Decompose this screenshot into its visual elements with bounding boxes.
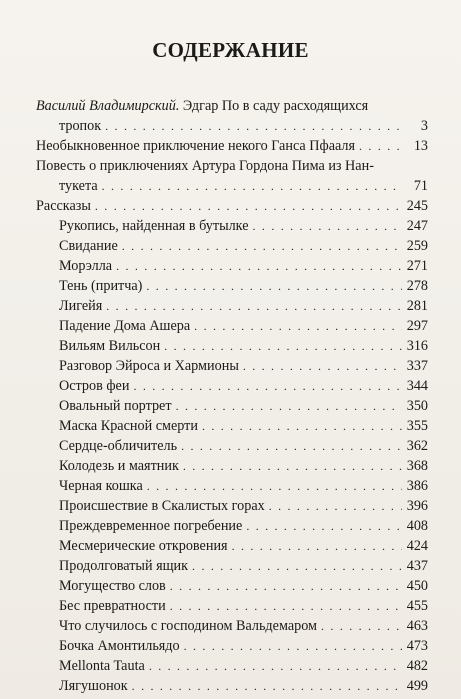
toc-entry-preface <box>36 96 428 136</box>
toc-entry-page: 473 <box>406 638 428 654</box>
toc-entry-page: 259 <box>406 238 428 254</box>
toc-entry-page: 499 <box>406 678 428 694</box>
toc-entry <box>36 456 428 476</box>
toc-entry-title: Маска Красной смерти <box>59 418 198 434</box>
toc-entry-title: Необыкновенное приключение некого Ганса Пфааля <box>36 138 356 154</box>
dot-leader <box>184 642 402 652</box>
toc-entry-page: 408 <box>406 518 428 534</box>
toc-entry-page: 271 <box>406 258 428 274</box>
dot-leader <box>149 662 402 672</box>
toc-entry-title: Рукопись, найденная в бутылке <box>59 218 249 234</box>
toc-entry-page: 13 <box>413 138 428 154</box>
toc-entry-title-line2-row <box>36 116 428 136</box>
toc-entry-title: Морэлла <box>59 258 113 274</box>
toc-entry-title: Mellonta Tauta <box>59 658 145 674</box>
dot-leader <box>192 562 402 572</box>
dot-leader <box>147 482 402 492</box>
toc-entry-title: Бес превратности <box>59 598 166 614</box>
dot-leader <box>170 582 402 592</box>
toc-entry-title: Падение Дома Ашера <box>59 318 191 334</box>
toc-entry <box>36 336 428 356</box>
toc-entry-title: Бочка Амонтильядо <box>59 638 180 654</box>
toc-entry-title: Остров феи <box>59 378 130 394</box>
toc-entry-author: Василий Владимирский. <box>36 98 180 114</box>
toc-entry-page: 297 <box>406 318 428 334</box>
dot-leader <box>202 422 402 432</box>
toc-entry-title: Колодезь и маятник <box>59 458 179 474</box>
toc-entry <box>36 636 428 656</box>
toc-entry-page: 437 <box>406 558 428 574</box>
dot-leader <box>170 602 402 612</box>
toc-entry-page: 455 <box>406 598 428 614</box>
toc-entry-title: Вильям Вильсон <box>59 338 161 354</box>
toc-entry <box>36 616 428 636</box>
toc-entry-page: 350 <box>406 398 428 414</box>
toc-entry-title: Сердце-обличитель <box>59 438 178 454</box>
dot-leader <box>253 222 402 232</box>
toc-entry-page: 463 <box>406 618 428 634</box>
dot-leader <box>102 182 402 192</box>
dot-leader <box>116 262 402 272</box>
dot-leader <box>194 322 402 332</box>
toc-entry-title: Могущество слов <box>59 578 166 594</box>
toc-entry-title: Тень (притча) <box>59 278 143 294</box>
toc-entry-page: 424 <box>406 538 428 554</box>
toc-entry-title: Рассказы <box>36 198 91 214</box>
toc-entry <box>36 256 428 276</box>
toc-entry-title: Месмерические откровения <box>59 538 228 554</box>
dot-leader <box>359 142 402 152</box>
toc-entry <box>36 296 428 316</box>
toc-entry <box>36 276 428 296</box>
toc-entry-page: 316 <box>406 338 428 354</box>
toc-entry-title: Свидание <box>59 238 118 254</box>
toc-entry-page: 344 <box>406 378 428 394</box>
toc-entry-section-stories <box>36 196 428 216</box>
toc-entry-title: Продолговатый ящик <box>59 558 189 574</box>
toc-entry-page: 247 <box>406 218 428 234</box>
toc-entry <box>36 656 428 676</box>
toc-entry-title-line1: Повесть о приключениях Артура Гордона Пима из Нан- <box>36 158 374 174</box>
dot-leader <box>183 462 402 472</box>
toc-entry-title-line2: тукета <box>59 178 98 194</box>
toc-entry-title: Овальный портрет <box>59 398 172 414</box>
toc-entry <box>36 416 428 436</box>
toc-entry-page: 386 <box>406 478 428 494</box>
dot-leader <box>95 202 402 212</box>
dot-leader <box>246 522 402 532</box>
dot-leader <box>132 682 402 692</box>
toc-entry-title: Разговор Эйроса и Хармионы <box>59 358 239 374</box>
stories-list <box>36 216 428 696</box>
toc-entry-page: 482 <box>406 658 428 674</box>
dot-leader <box>164 342 402 352</box>
toc-entry-page: 281 <box>406 298 428 314</box>
toc-entry <box>36 596 428 616</box>
dot-leader <box>122 242 402 252</box>
toc-entry <box>36 396 428 416</box>
toc-entry <box>36 436 428 456</box>
toc-entry <box>36 356 428 376</box>
toc-entry-title: Что случилось с господином Вальдемаром <box>59 618 318 634</box>
dot-leader <box>232 542 402 552</box>
toc-entry-page: 396 <box>406 498 428 514</box>
toc-entry <box>36 536 428 556</box>
toc-entry <box>36 476 428 496</box>
toc-entry <box>36 376 428 396</box>
toc-entry <box>36 136 428 156</box>
toc-entry-title: Лигейя <box>59 298 103 314</box>
toc-entry <box>36 316 428 336</box>
toc-entry-page: 337 <box>406 358 428 374</box>
toc-entry-page: 355 <box>406 418 428 434</box>
dot-leader <box>243 362 402 372</box>
toc-entry-page: 278 <box>406 278 428 294</box>
toc-entry-page: 368 <box>406 458 428 474</box>
toc-entry-title: Происшествие в Скалистых горах <box>59 498 265 514</box>
page-title: СОДЕРЖАНИЕ <box>152 38 309 62</box>
dot-leader <box>176 402 402 412</box>
dot-leader <box>269 502 402 512</box>
toc-entry-page: 71 <box>413 178 428 194</box>
toc-entry-title: Лягушонок <box>59 678 128 694</box>
table-of-contents <box>36 96 428 696</box>
dot-leader <box>321 622 402 632</box>
toc-entry <box>36 516 428 536</box>
toc-entry-title-line2-row <box>36 176 428 196</box>
toc-entry-page: 3 <box>420 118 428 134</box>
dot-leader <box>146 282 402 292</box>
toc-entry-page: 245 <box>406 198 428 214</box>
toc-entry <box>36 236 428 256</box>
dot-leader <box>105 122 402 132</box>
toc-entry-page: 450 <box>406 578 428 594</box>
toc-entry <box>36 556 428 576</box>
toc-entry <box>36 216 428 236</box>
toc-entry <box>36 676 428 696</box>
dot-leader <box>133 382 402 392</box>
toc-entry-title: Преждевременное погребение <box>59 518 243 534</box>
toc-entry <box>36 576 428 596</box>
dot-leader <box>181 442 402 452</box>
toc-entry-title-line1 <box>36 96 428 116</box>
dot-leader <box>106 302 402 312</box>
toc-entry <box>36 496 428 516</box>
toc-entry-title: Черная кошка <box>59 478 143 494</box>
toc-entry-pym <box>36 156 428 196</box>
toc-entry-title-line2: тропок <box>59 118 102 134</box>
toc-entry-page: 362 <box>406 438 428 454</box>
toc-entry-title: Эдгар По в саду расходящихся <box>179 98 369 114</box>
